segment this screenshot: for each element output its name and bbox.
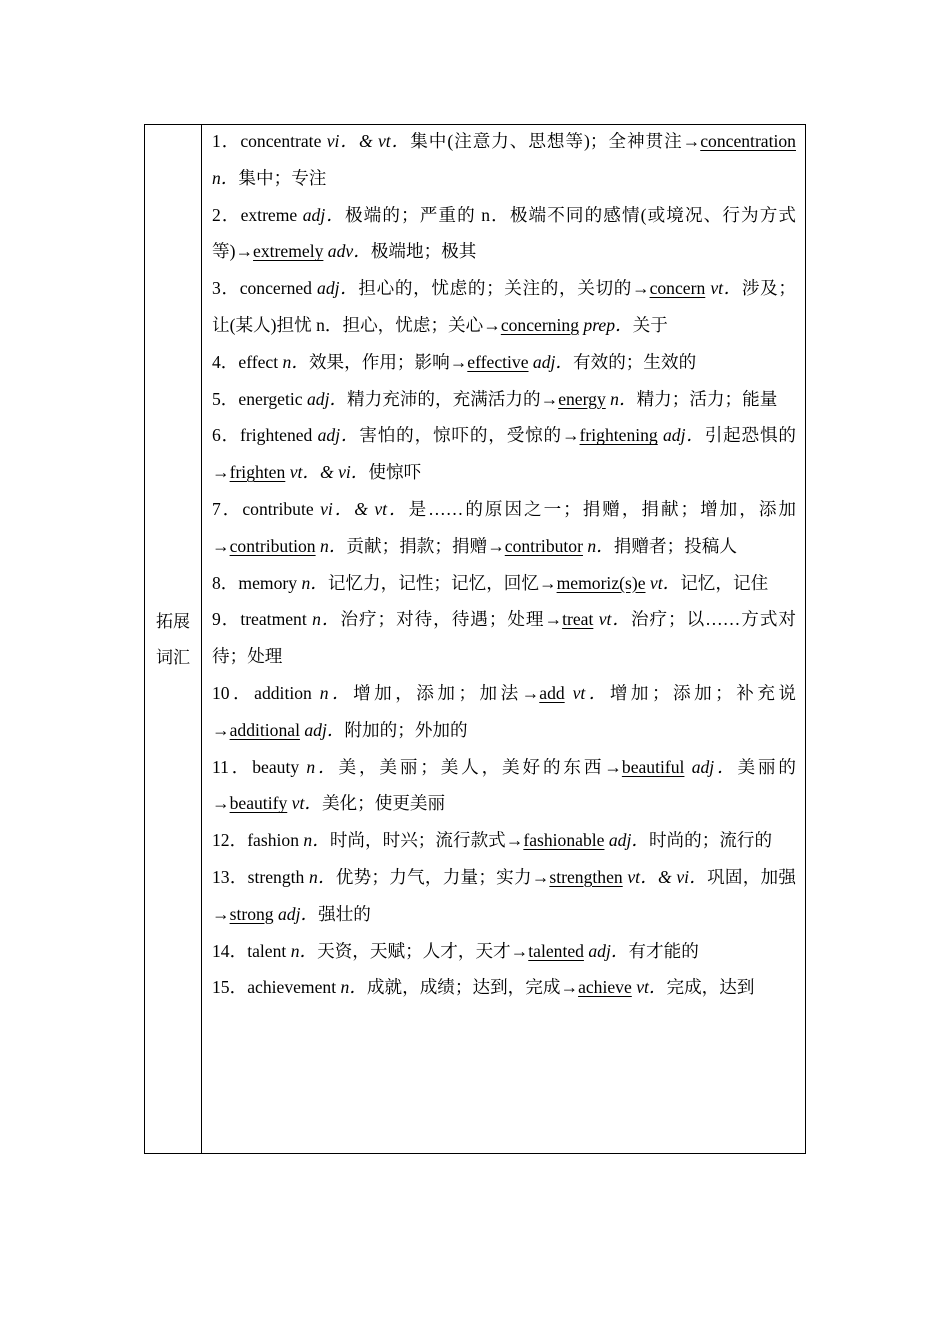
arrow-icon: → [544, 609, 563, 630]
entry-item [212, 270, 796, 344]
label-text: 拓展词汇 [156, 612, 190, 668]
derived-meaning: 捐赠者；投稿人 [613, 535, 737, 556]
derived-word: effective [467, 351, 529, 372]
derived-word: memoriz(s)e [556, 572, 646, 593]
entry-meaning: 精力充沛的，充满活力的 [347, 388, 541, 409]
entry-meaning: 效果，作用；影响 [308, 351, 450, 372]
entry-word: achievement [247, 977, 337, 998]
arrow-icon: → [212, 719, 230, 740]
arrow-icon: → [561, 425, 580, 446]
entry-number: 3． [212, 278, 240, 299]
entry-item [212, 822, 796, 859]
derived-meaning: 增加；添加；补充说 [609, 682, 796, 703]
entry-word: extreme [240, 204, 298, 225]
entry-item [212, 344, 796, 381]
derived-meaning: 精力；活力；能量 [636, 388, 778, 409]
derived-meaning: 巩固，加强 [707, 866, 796, 887]
arrow-icon: → [510, 940, 529, 961]
entry-meaning: 集中(注意力、思想等)；全神贯注 [410, 131, 683, 151]
entry-number: 6． [212, 425, 241, 446]
arrow-icon: → [449, 351, 468, 372]
entry-meaning: 是……的原因之一；捐赠，捐献；增加，添加 [408, 498, 796, 519]
entry-word: talent [247, 940, 287, 961]
arrow-icon: → [521, 682, 540, 703]
derived-pos: vt． [598, 609, 631, 630]
arrow-icon: → [212, 462, 230, 483]
entry-pos: adj． [306, 388, 348, 409]
entry-item [212, 675, 796, 749]
entry-meaning: 优势；力气，力量；实力 [335, 866, 532, 887]
derived-word: frightening [579, 425, 658, 446]
derived-meaning: 美丽的 [737, 756, 796, 777]
derived-pos: vt． [291, 793, 322, 814]
entry-pos: adj． [302, 204, 345, 225]
derived-word: strong [229, 903, 274, 924]
derived-word: concentration [700, 131, 796, 151]
entry-number: 15． [212, 977, 248, 998]
derived-word: contributor [504, 535, 583, 556]
entry-pos: n． [312, 609, 341, 630]
derived-meaning: 涉及；让(某人)担忧 n．担心，忧虑；关心 [212, 278, 796, 335]
derived-word: strengthen [549, 866, 623, 887]
entry-item [212, 381, 796, 418]
entry-pos: n． [308, 866, 336, 887]
entry-pos: n． [303, 830, 330, 851]
entry-number: 13． [212, 866, 248, 887]
entry-pos: n． [301, 572, 328, 593]
arrow-icon: → [212, 793, 230, 814]
entry-number: 5． [212, 388, 239, 409]
arrow-icon: → [212, 903, 230, 924]
entry-pos: adj． [317, 425, 360, 446]
derived-pos: vt． [649, 572, 681, 593]
entry-number: 7． [212, 498, 243, 519]
derived-meaning: 引起恐惧的 [704, 425, 796, 446]
entry-word: memory [238, 572, 298, 593]
entry-item [212, 749, 796, 823]
derived-word: achieve [578, 977, 632, 998]
entry-item [212, 969, 796, 1006]
entry-meaning: 极端的；严重的 n．极端不同的感情(或境况、行为方式等) [212, 204, 796, 262]
entry-word: addition [254, 682, 312, 703]
derived-word: energy [558, 388, 606, 409]
entry-item [212, 491, 796, 565]
derived-word: beautiful [621, 756, 685, 777]
entry-number: 11． [212, 756, 253, 777]
arrow-icon: → [631, 278, 650, 299]
derived-meaning: 完成，达到 [666, 977, 755, 998]
derived-pos: adv． [327, 241, 371, 262]
entry-item [212, 197, 796, 271]
derived-meaning: 集中；专注 [238, 167, 327, 188]
entry-pos: n． [319, 682, 354, 703]
derived-pos: vt． [710, 278, 742, 299]
derived-word: add [539, 682, 565, 703]
derived-meaning: 贡献；捐款；捐赠 [346, 535, 488, 556]
entry-meaning: 增加，添加；加法 [353, 682, 522, 703]
arrow-icon: → [540, 388, 559, 409]
entry-pos: n． [340, 977, 367, 998]
derived-word: contribution [229, 535, 316, 556]
entry-pos: adj． [317, 278, 359, 299]
derived-pos: adj． [691, 756, 738, 777]
derived-meaning: 治疗；以……方式对待；处理 [212, 609, 796, 667]
entry-item [212, 417, 796, 491]
arrow-icon: → [539, 572, 557, 593]
entry-number: 12． [212, 830, 248, 851]
derived-meaning: 附加的；外加的 [344, 719, 468, 740]
entry-meaning: 天资，天赋；人才，天才 [317, 940, 511, 961]
arrow-icon: → [235, 241, 254, 262]
entry-pos: n． [290, 940, 318, 961]
arrow-icon: → [483, 314, 501, 335]
arrow-icon: → [604, 756, 622, 777]
derived-meaning: 记忆，记住 [680, 572, 769, 593]
derived-pos: vt．& vi． [627, 866, 708, 887]
entry-number: 14． [212, 940, 248, 961]
derived-pos: vt． [572, 682, 610, 703]
entry-number: 10． [212, 682, 255, 703]
entry-number: 2． [212, 204, 241, 225]
entry-item [212, 601, 796, 675]
derived-meaning: 美化；使更美丽 [321, 793, 446, 814]
derived-pos: vt．& vi． [289, 462, 369, 483]
entry-number: 8． [212, 572, 239, 593]
derived-pos: n． [610, 388, 637, 409]
entries-cell [202, 125, 805, 1153]
entry-word: fashion [247, 830, 299, 851]
derived-word: concerning [500, 314, 579, 335]
arrow-icon: → [531, 866, 550, 887]
derived-word: talented [528, 940, 584, 961]
entry-item [212, 859, 796, 933]
derived-pos: adj． [608, 830, 649, 851]
derived-meaning: 使惊吓 [368, 462, 422, 483]
derived-meaning: 强壮的 [318, 903, 371, 924]
entry-word: contribute [242, 498, 314, 519]
entry-number: 1． [212, 131, 241, 151]
derived-pos: n． [587, 535, 614, 556]
arrow-icon: → [212, 535, 230, 556]
entry-word: treatment [240, 609, 307, 630]
entry-pos: vi．& vt． [320, 498, 409, 519]
entry-meaning: 美，美丽；美人，美好的东西 [338, 756, 605, 777]
label-cell [145, 125, 202, 1153]
derived-word: additional [229, 719, 300, 740]
derived-pos: adj． [277, 903, 319, 924]
derived-pos: n． [212, 167, 239, 188]
derived-word: treat [562, 609, 594, 630]
entry-word: energetic [238, 388, 303, 409]
entry-meaning: 担心的，忧虑的；关注的，关切的 [358, 278, 632, 299]
entry-word: concentrate [240, 131, 322, 151]
entry-item [212, 933, 796, 970]
derived-pos: prep． [583, 314, 633, 335]
derived-word: extremely [253, 241, 324, 262]
derived-meaning: 关于 [632, 314, 668, 335]
derived-word: fashionable [523, 830, 605, 851]
entry-item [212, 565, 796, 602]
derived-pos: adj． [532, 351, 573, 372]
entry-number: 9． [212, 609, 241, 630]
entry-item [212, 123, 796, 197]
vocabulary-table [144, 124, 806, 1154]
entry-meaning: 害怕的，惊吓的，受惊的 [359, 425, 562, 446]
entry-word: effect [238, 351, 279, 372]
derived-word: frighten [229, 462, 286, 483]
derived-word: beautify [229, 793, 288, 814]
entry-word: frightened [240, 425, 313, 446]
entry-pos: n． [306, 756, 339, 777]
entry-word: concerned [239, 278, 312, 299]
derived-word: concern [649, 278, 706, 299]
derived-pos: adj． [588, 940, 629, 961]
derived-meaning: 有效的；生效的 [573, 351, 697, 372]
derived-meaning: 时尚的；流行的 [648, 830, 773, 851]
derived-meaning: 极端地；极其 [370, 241, 477, 262]
entry-pos: n． [282, 351, 309, 372]
entry-number: 4． [212, 351, 239, 372]
entry-meaning: 记忆力，记性；记忆，回忆 [327, 572, 539, 593]
entry-meaning: 时尚，时兴；流行款式 [329, 830, 506, 851]
entry-meaning: 治疗；对待，待遇；处理 [340, 609, 545, 630]
arrow-icon: → [505, 830, 524, 851]
arrow-icon: → [560, 977, 579, 998]
entry-word: strength [247, 866, 305, 887]
derived-pos: adj． [662, 425, 705, 446]
derived-meaning: 有才能的 [628, 940, 699, 961]
derived-pos: vt． [636, 977, 667, 998]
entry-pos: vi．& vt． [326, 131, 411, 151]
arrow-icon: → [682, 131, 701, 151]
entry-word: beauty [252, 756, 300, 777]
arrow-icon: → [487, 535, 505, 556]
derived-pos: n． [320, 535, 347, 556]
entry-meaning: 成就，成绩；达到，完成 [366, 977, 561, 998]
derived-pos: adj． [304, 719, 345, 740]
